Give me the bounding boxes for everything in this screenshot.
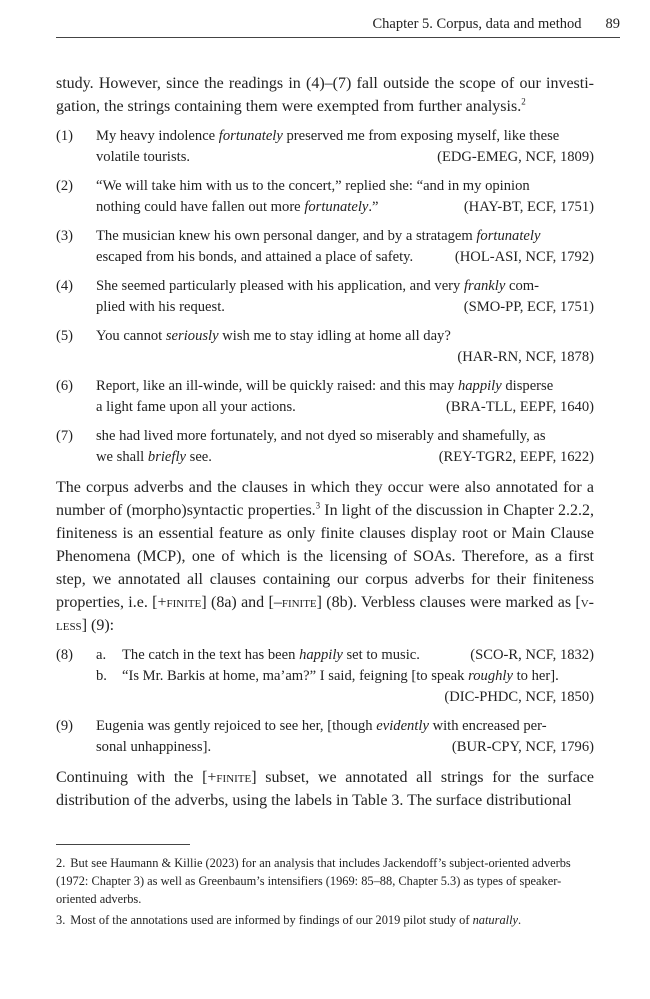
source-citation: (BUR-CPY, NCF, 1796) [451,739,594,755]
source-citation: (HAR-RN, NCF, 1878) [457,349,594,365]
example-4: (4) She seemed particularly pleased with his application, and very frankly com- plied with his request. (SMO-PP, ECF, 1751) [56,276,594,318]
source-citation: (EDG-EMEG, NCF, 1809) [437,149,594,165]
example-3: (3) The musician knew his own personal danger, and by a stratagem fortunately escaped from his bonds, and attained a place of safety. (HOL-ASI, NCF, 1792) [56,226,594,268]
example-9: (9) Eugenia was gently rejoiced to see her, [though evidently with encreased per- sonal unhappiness]. (BUR-CPY, NCF, 1796) [56,716,594,758]
distribution-paragraph: Continuing with the [+finite] subset, we annotated all strings for the surface distribution of the adverbs, using the labels in Table 3. The surface distributional [56,769,594,809]
footnote-2: 2. But see Haumann & Killie (2023) for an analysis that includes Jackendoff’s subject-oriented adverbs (1972: Chapter 3) as well as Greenbaum’s intensifiers (1969: 85–88, Chapter 5.3) as types of speaker-oriented adverbs. [56,856,571,906]
example-6: (6) Report, like an ill-winde, will be quickly raised: and this may happily disperse a light fame upon all your actions. (BRA-TLL, EEPF, 1640) [56,376,594,418]
adverb: happily [299,647,343,663]
adverb: roughly [468,668,513,684]
example-5: (5) You cannot seriously wish me to stay idling at home all day? (HAR-RN, NCF, 1878) [56,326,594,368]
example-8b: b. “Is Mr. Barkis at home, ma’am?” I said, feigning [to speak roughly to her]. (DIC-PHDC, NCF, 1850) [96,666,594,708]
adverb: frankly [463,278,506,294]
example-8a: a. The catch in the text has been happily set to music. (SCO-R, NCF, 1832) [96,645,594,666]
adverb: fortunately [304,199,369,215]
source-citation: (HOL-ASI, NCF, 1792) [454,249,594,265]
source-citation: (SMO-PP, ECF, 1751) [463,299,594,315]
adverb: fortunately [218,128,283,144]
source-citation: (SCO-R, NCF, 1832) [470,647,594,663]
main-text [56,72,594,820]
footnote-3: 3. Most of the annotations used are informed by findings of our 2019 pilot study of naturally. [56,913,522,927]
example-1: (1) My heavy indolence fortunately preserved me from exposing myself, like these volatile tourists. (EDG-EMEG, NCF, 1809) [56,126,594,168]
intro-paragraph: study. However, since the readings in (4)–(7) fall outside the scope of our investi- gation, the strings containing them were exempted from further analysis.$^2$ [56,75,594,115]
running-header [56,16,620,38]
source-citation: (BRA-TLL, EEPF, 1640) [445,399,594,415]
footnote-rule [56,844,190,845]
adverb: happily [457,378,502,394]
example-2: (2) “We will take him with us to the concert,” replied she: “and in my opinion nothing could have fallen out more fortunately.” (HAY-BT, ECF, 1751) [56,176,594,218]
adverb: evidently [376,718,429,734]
page-number: 89 [605,16,620,32]
adverb: seriously [165,328,219,344]
adverb: briefly [147,449,186,465]
source-citation: (REY-TGR2, EEPF, 1622) [438,449,594,465]
source-citation: (DIC-PHDC, NCF, 1850) [444,689,594,705]
footnotes [56,854,594,932]
source-citation: (HAY-BT, ECF, 1751) [463,199,594,215]
example-7: (7) she had lived more fortunately, and not dyed so miserably and shamefully, as we shall briefly see. (REY-TGR2, EEPF, 1622) [56,426,594,468]
chapter-title: Chapter 5. Corpus, data and method [372,16,582,32]
example-8: (8) a. The catch in the text has been happily set to music. (SCO-R, NCF, 1832) b. “Is Mr. Barkis at home, ma’am?” I said, feigning [to speak roughly to her]. (DIC-PHDC, NCF, 1850) [56,645,594,708]
footnote-ref-3[interactable]: 3 [315,500,321,511]
adverb: fortunately [476,228,541,244]
annotation-paragraph: The corpus adverbs and the clauses in which they occur were also annotated for a number of (morpho)syntactic properties.$^3$ In light of the discussion in Chapter 2.2.2, finiteness is an essential feature as only finite clauses display root or Main Clause Phenomena (MCP), one of which is the licensing of SOAs. Therefore, as a first step, we annotated all clauses containing our corpus adverbs for their finiteness properties, i.e. [+finite] (8a) and [–finite] (8b). Verbless clauses were marked as [v-less] (9): [56,479,595,634]
footnote-ref-2[interactable]: 2 [521,96,526,107]
